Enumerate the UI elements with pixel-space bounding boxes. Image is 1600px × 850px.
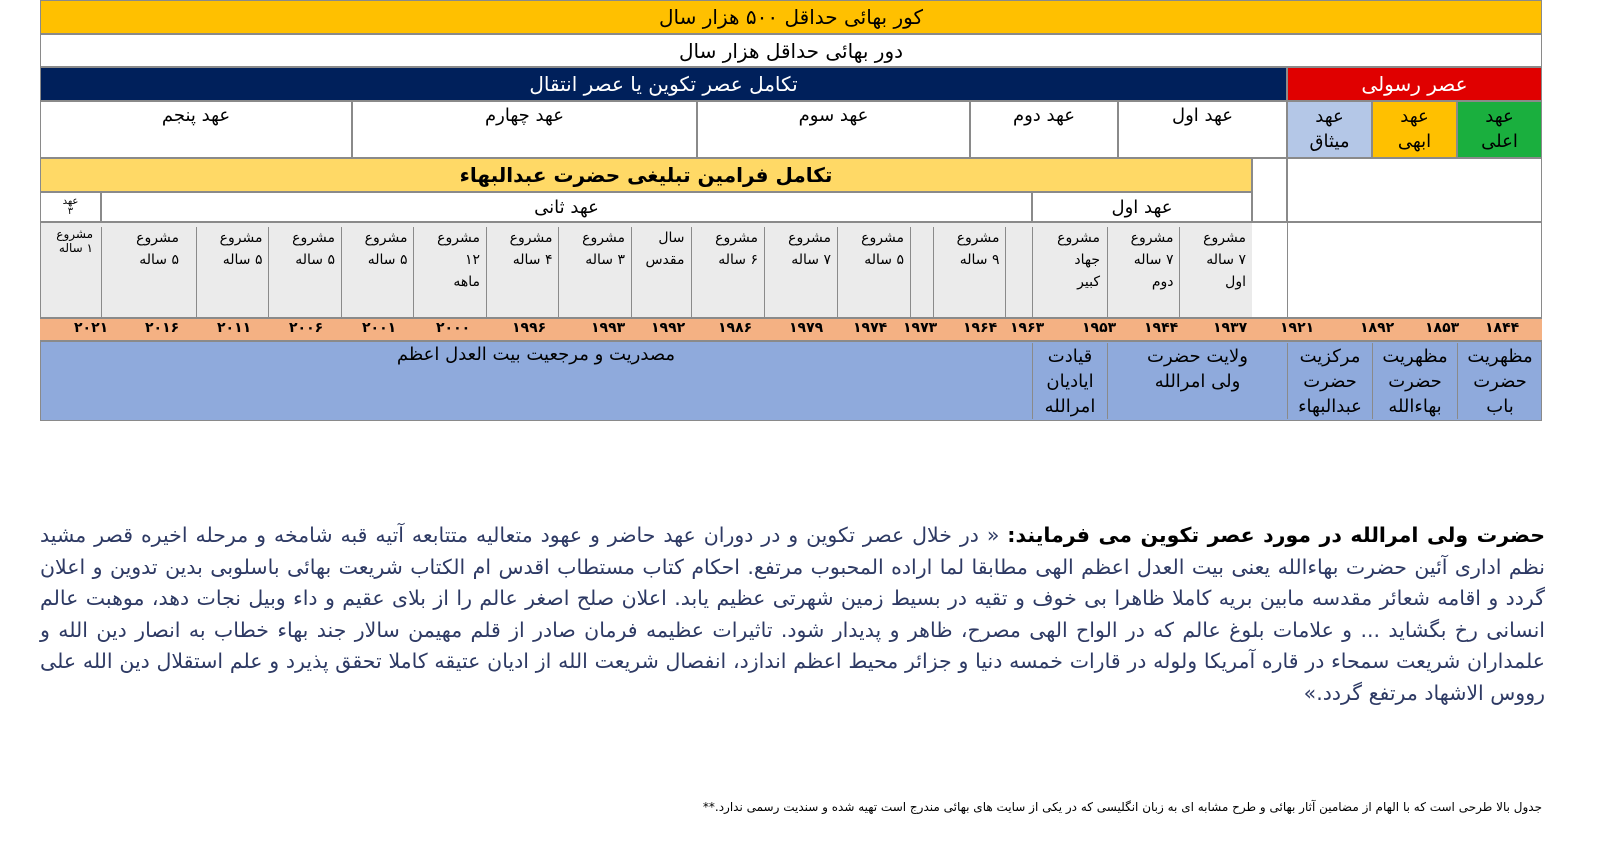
epoch-1-label: عهد اول — [1172, 105, 1233, 126]
projects-gap — [1252, 222, 1287, 318]
project-13 — [413, 227, 486, 317]
plan-epoch-first-label: عهد اول — [1111, 196, 1173, 218]
year-2000: ۲۰۰۰ — [436, 320, 471, 336]
project-5 — [933, 227, 1005, 317]
project-18 — [40, 227, 101, 317]
year-1844: ۱۸۴۴ — [1485, 320, 1520, 336]
project-9-label: مشروع ۶ ساله — [715, 230, 758, 268]
year-1974: ۱۹۷۴ — [853, 320, 888, 336]
epoch-1 — [1118, 101, 1287, 158]
epoch-2 — [970, 101, 1118, 158]
project-5-label: مشروع ۹ ساله — [956, 230, 1000, 268]
authority-hands — [1032, 343, 1107, 419]
authority-abdulbaha — [1287, 343, 1372, 419]
project-18-label: مشروع ۱ ساله — [56, 227, 93, 255]
plan-epoch-third-label: عهد ۳ — [62, 196, 79, 217]
footnote: جدول بالا طرحی است که با الهام از مضامین آثار بهائی و طرح مشابه ای به زبان انگلیسی که در یکی از سایت های بهائی مندرج است تهیه شده و سندیت رسمی ندارد.** — [702, 800, 1542, 814]
year-2001: ۲۰۰۱ — [362, 320, 397, 336]
year-1944: ۱۹۴۴ — [1144, 320, 1179, 336]
project-6 — [910, 227, 933, 317]
year-1964: ۱۹۶۴ — [963, 320, 998, 336]
projects-early-spacer — [1287, 222, 1542, 318]
year-1996: ۱۹۹۶ — [512, 320, 547, 336]
authority-hands-label: قیادت ایادیان امرالله — [1044, 346, 1096, 417]
guardian-quote — [40, 520, 1545, 709]
plan-epoch-second — [101, 192, 1032, 222]
kur-label: کور بهائی حداقل ۵۰۰ هزار سال — [659, 5, 923, 29]
epoch-bab-label: عهد اعلی — [1481, 106, 1518, 152]
project-4 — [1005, 227, 1032, 317]
epoch-abdulbaha-label: عهد میثاق — [1309, 106, 1350, 152]
project-17 — [101, 227, 196, 317]
authority-bahaullah-label: مظهریت حضرت بهاءالله — [1382, 346, 1448, 417]
year-1993: ۱۹۹۳ — [591, 320, 626, 336]
dur-label: دور بهائی حداقل هزار سال — [678, 38, 904, 63]
plan-epoch-first — [1032, 192, 1252, 222]
epoch-5-label: عهد پنجم — [161, 105, 231, 126]
authority-uhj-label: مصدریت و مرجعیت بیت العدل اعظم — [396, 344, 676, 365]
dur-bahai-header — [40, 34, 1542, 67]
project-13-label: مشروع ۱۲ ماهه — [437, 230, 480, 290]
year-1937: ۱۹۳۷ — [1213, 320, 1248, 336]
project-1 — [1179, 227, 1252, 317]
project-17-label: مشروع ۵ ساله — [136, 230, 179, 268]
quote-body: « در خلال عصر تکوین و در دوران عهد حاضر و عهود متعالیه متتابعه آتیه قبه شامخه و مرحله اخیره قصر مشید نظم اداری آئین حضرت بهاءالله یعنی بیت العدل اعظم الهی مطابقا لما اراده المحبوب مرتفع. احکام کتاب مستطاب اقدس ام الکتاب شریعت بهائی باسلوبی بدین تدوین و اعلان گردد و اقامه شعائر مقدسه مابین بریه کاملا ظاهرا بی خوف و تقیه در بسیط زمین شهرتی عظیم یابد. اعلان صلح اصغر عالم را از بلای عقیم و داء وبیل نجات دهد، موهبت عالم انسانی رخ بگشاید ... و علامات بلوغ عالم که در الواح الهی مصرح، ظاهر و پدیدار شود. تاثیرات عظیمه فرمان صادر از قلم مهیمن سالار جند بهاء خطاب به انصار دین الله و علمداران شریعت سمحاء در قاره آمریکا ولوله در قارات خمسه دنیا و جزائر محیط اعظم اندازد، انفصال شریعت الله از ادیان عتیقه کاملا تحقق پذیرد و علم استقلال دین الله علی رووس الاشهاد مرتفع گردد.» — [40, 523, 1545, 705]
kur-bahai-header — [40, 0, 1542, 34]
authority-abdulbaha-label: مرکزیت حضرت عبدالبهاء — [1298, 346, 1362, 417]
project-3 — [1032, 227, 1107, 317]
year-1963: ۱۹۶۳ — [1010, 320, 1045, 336]
year-1979: ۱۹۷۹ — [789, 320, 824, 336]
epoch-bahaullah — [1372, 101, 1457, 158]
project-10-label: سال مقدس — [645, 230, 685, 268]
project-2 — [1107, 227, 1179, 317]
project-3-label: مشروع جهاد کبیر — [1057, 230, 1100, 290]
apostolic-age-label: عصر رسولی — [1361, 72, 1468, 96]
authority-bab-label: مظهریت حضرت باب — [1467, 346, 1533, 417]
project-7-label: مشروع ۵ ساله — [861, 230, 904, 268]
year-2006: ۲۰۰۶ — [289, 320, 324, 336]
year-1892: ۱۸۹۲ — [1360, 320, 1395, 336]
project-8 — [764, 227, 837, 317]
epoch-3-label: عهد سوم — [798, 105, 869, 126]
year-1992: ۱۹۹۲ — [651, 320, 686, 336]
epoch-bahaullah-label: عهد ابهی — [1397, 106, 1432, 152]
divine-plan-label: تکامل فرامین تبلیغی حضرت عبدالبهاء — [459, 163, 833, 187]
year-2011: ۲۰۱۱ — [217, 320, 252, 336]
epoch-abdulbaha — [1287, 101, 1372, 158]
project-11 — [558, 227, 631, 317]
year-1853: ۱۸۵۳ — [1425, 320, 1460, 336]
project-12-label: مشروع ۴ ساله — [509, 230, 553, 268]
year-1953: ۱۹۵۳ — [1082, 320, 1117, 336]
quote-lead: حضرت ولی امرالله در مورد عصر تکوین می فرمایند: — [1007, 523, 1545, 547]
formative-age-header — [40, 67, 1287, 101]
project-2-label: مشروع ۷ ساله دوم — [1130, 230, 1174, 290]
project-7 — [837, 227, 910, 317]
year-2016: ۲۰۱۶ — [145, 320, 180, 336]
authority-guardian-label: ولایت حضرت ولی امرالله — [1147, 346, 1248, 392]
formative-age-label: تکامل عصر تکوین یا عصر انتقال — [529, 72, 798, 96]
project-15 — [268, 227, 341, 317]
early-spacer — [1287, 158, 1542, 222]
year-1973: ۱۹۷۳ — [903, 320, 938, 336]
project-1-label: مشروع ۷ ساله اول — [1203, 230, 1246, 290]
authority-bab — [1457, 343, 1542, 419]
divine-plan-spacer — [1252, 158, 1287, 222]
year-1986: ۱۹۸۶ — [718, 320, 753, 336]
project-8-label: مشروع ۷ ساله — [788, 230, 831, 268]
plan-epoch-third — [40, 192, 101, 222]
apostolic-age-header — [1287, 67, 1542, 101]
project-16 — [196, 227, 268, 317]
epoch-3 — [697, 101, 970, 158]
project-10 — [631, 227, 691, 317]
epoch-2-label: عهد دوم — [1012, 105, 1076, 126]
authority-bahaullah — [1372, 343, 1457, 419]
epoch-4-label: عهد چهارم — [485, 105, 564, 126]
epoch-bab — [1457, 101, 1542, 158]
project-14 — [341, 227, 413, 317]
project-14-label: مشروع ۵ ساله — [364, 230, 408, 268]
authority-guardian — [1107, 343, 1287, 419]
year-2021: ۲۰۲۱ — [74, 320, 109, 336]
project-9 — [691, 227, 764, 317]
project-11-label: مشروع ۳ ساله — [582, 230, 625, 268]
year-1921: ۱۹۲۱ — [1280, 320, 1315, 336]
plan-epoch-second-label: عهد ثانی — [534, 196, 599, 218]
project-16-label: مشروع ۵ ساله — [219, 230, 263, 268]
divine-plan-header — [40, 158, 1252, 192]
authority-uhj — [40, 343, 1032, 419]
project-12 — [486, 227, 558, 317]
project-15-label: مشروع ۵ ساله — [292, 230, 335, 268]
epoch-4 — [352, 101, 697, 158]
epoch-5 — [40, 101, 352, 158]
